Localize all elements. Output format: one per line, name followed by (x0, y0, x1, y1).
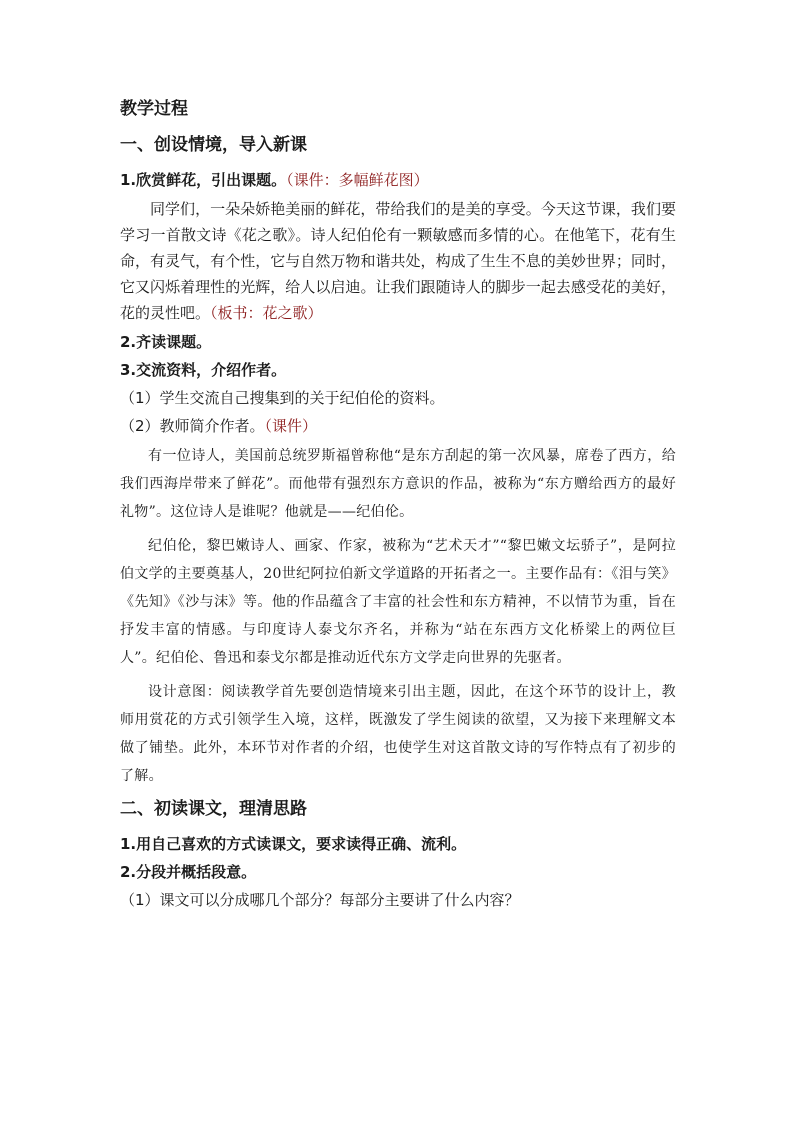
section-1-item-2: 2.齐读课题。 (120, 333, 212, 351)
sub-2-text: （2）教师简介作者。 (120, 417, 265, 435)
section-2-sub-1: （1）课文可以分成哪几个部分？每部分主要讲了什么内容？ (120, 891, 520, 909)
intro-paragraph (120, 196, 676, 326)
author-intro-paragraph-1: 有一位诗人，美国前总统罗斯福曾称他“是东方刮起的第一次风暴，席卷了西方，给我们西海岸带来了鲜花”。而他带有强烈东方意识的作品，被称为“东方赠给西方的最好礼物”。这位诗人是谁呢？他就是——纪伯伦。 (120, 448, 676, 520)
item-1-note: （课件：多幅鲜花图） (286, 171, 429, 189)
item-1-label: 1.欣赏鲜花，引出课题。 (120, 171, 287, 189)
design-intent-paragraph: 设计意图：阅读教学首先要创造情境来引出主题，因此，在这个环节的设计上，教师用赏花的方式引领学生入境，这样，既激发了学生阅读的欲望，又为接下来理解文本做了铺垫。此外，本环节对作者的介绍，也使学生对这首散文诗的写作特点有了初步的了解。 (120, 684, 676, 784)
section-1-sub-1: （1）学生交流自己搜集到的关于纪伯伦的资料。 (120, 389, 445, 407)
section-1-item-3: 3.交流资料，介绍作者。 (120, 361, 287, 379)
section-2-item-1: 1.用自己喜欢的方式读课文，要求读得正确、流利。 (120, 835, 467, 853)
author-intro-paragraph-2: 纪伯伦，黎巴嫩诗人、画家、作家，被称为“艺术天才”“黎巴嫩文坛骄子”，是阿拉伯文学的主要奠基人，20世纪阿拉伯新文学道路的开拓者之一。主要作品有：《泪与笑》《先知》《沙与沫》等。他的作品蕴含了丰富的社会性和东方精神，不以情节为重，旨在抒发丰富的情感。与印度诗人泰戈尔齐名，并称为“站在东西方文化桥梁上的两位巨人”。纪伯伦、鲁迅和泰戈尔都是推动近代东方文学走向世界的先驱者。 (120, 538, 676, 666)
intro-paragraph-text: 同学们，一朵朵娇艳美丽的鲜花，带给我们的是美的享受。今天这节课，我们要学习一首散文诗《花之歌》。诗人纪伯伦有一颗敏感而多情的心。在他笔下，花有生命，有灵气，有个性，它与自然万物和谐共处，构成了生生不息的美妙世界；同时，它又闪烁着理性的光辉，给人以启迪。让我们跟随诗人的脚步一起去感受花的美好，花的灵性吧。 (120, 200, 676, 322)
section-2-item-2: 2.分段并概括段意。 (120, 863, 257, 881)
document-page (120, 96, 676, 916)
section-1-title: 一、创设情境，导入新课 (120, 135, 307, 155)
section-2-title: 二、初读课文，理清思路 (120, 799, 307, 819)
intro-paragraph-note: （板书：花之歌） (210, 304, 323, 322)
section-1-item-1 (120, 168, 676, 192)
sub-2-note: （课件） (264, 417, 318, 435)
page-title: 教学过程 (120, 99, 188, 119)
section-1-sub-2 (120, 414, 676, 438)
